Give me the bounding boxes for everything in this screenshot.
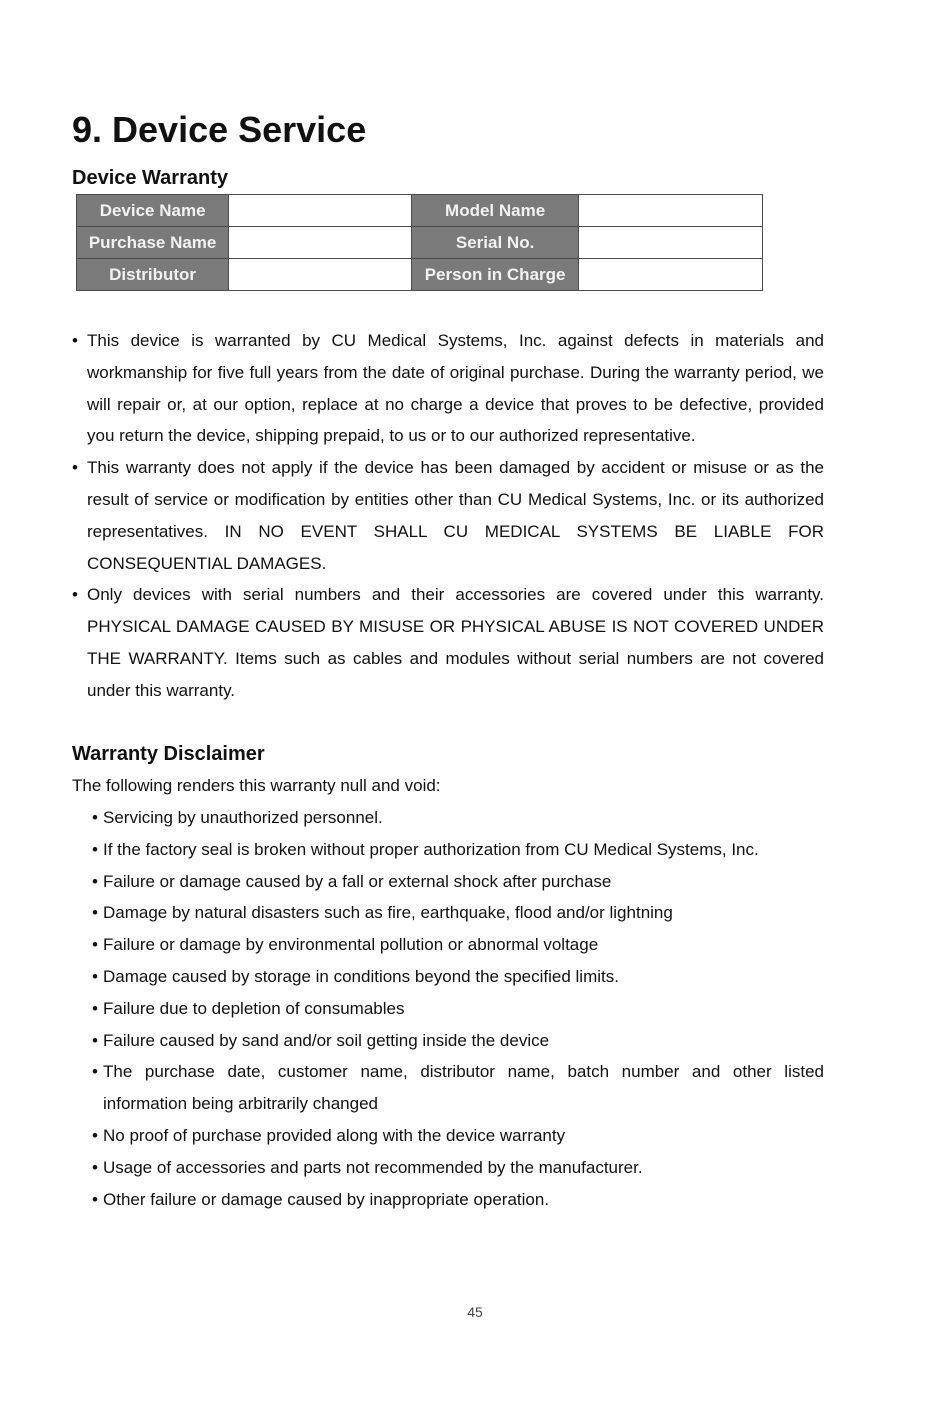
list-item: • Failure due to depletion of consumables xyxy=(92,993,824,1025)
model-name-label: Model Name xyxy=(412,195,578,227)
table-row xyxy=(77,259,763,291)
warranty-terms-list xyxy=(72,325,824,707)
serial-no-field[interactable] xyxy=(578,227,762,259)
list-item: • Failure or damage caused by a fall or external shock after purchase xyxy=(92,866,824,898)
purchase-name-label: Purchase Name xyxy=(77,227,229,259)
table-row xyxy=(77,227,763,259)
list-item: • This warranty does not apply if the device has been damaged by accident or misuse or as the result of service or modification by entities other than CU Medical Systems, Inc. or its authorized representatives. IN NO EVENT SHALL CU MEDICAL SYSTEMS BE LIABLE FOR CONSEQUENTIAL DAMAGES. xyxy=(72,452,824,579)
warranty-disclaimer-heading: Warranty Disclaimer xyxy=(72,743,265,765)
list-item: • Other failure or damage caused by inappropriate operation. xyxy=(92,1184,824,1216)
person-in-charge-label: Person in Charge xyxy=(412,259,578,291)
distributor-label: Distributor xyxy=(77,259,229,291)
list-item: • Only devices with serial numbers and their accessories are covered under this warranty. PHYSICAL DAMAGE CAUSED BY MISUSE OR PHYSICAL ABUSE IS NOT COVERED UNDER THE WARRANTY. Items such as cables and modules without serial numbers are not covered under this warranty. xyxy=(72,579,824,706)
distributor-field[interactable] xyxy=(229,259,412,291)
list-item: • This device is warranted by CU Medical Systems, Inc. against defects in materials and workmanship for five full years from the date of original purchase. During the warranty period, we will repair or, at our option, replace at no charge a device that proves to be defective, provided you return the device, shipping prepaid, to us or to our authorized representative. xyxy=(72,325,824,452)
list-item: • Usage of accessories and parts not recommended by the manufacturer. xyxy=(92,1152,824,1184)
list-item: • Damage by natural disasters such as fire, earthquake, flood and/or lightning xyxy=(92,897,824,929)
model-name-field[interactable] xyxy=(578,195,762,227)
list-item: • If the factory seal is broken without proper authorization from CU Medical Systems, Inc. xyxy=(92,834,824,866)
purchase-name-field[interactable] xyxy=(229,227,412,259)
warranty-table xyxy=(76,194,763,291)
chapter-title: 9. Device Service xyxy=(72,109,367,150)
device-name-label: Device Name xyxy=(77,195,229,227)
list-item: • Failure or damage by environmental pollution or abnormal voltage xyxy=(92,929,824,961)
disclaimer-list xyxy=(92,802,824,1215)
serial-no-label: Serial No. xyxy=(412,227,578,259)
table-row xyxy=(77,195,763,227)
list-item: • No proof of purchase provided along with the device warranty xyxy=(92,1120,824,1152)
disclaimer-intro: The following renders this warranty null and void: xyxy=(72,776,441,795)
page-number: 45 xyxy=(467,1304,483,1320)
list-item: • Failure caused by sand and/or soil getting inside the device xyxy=(92,1025,824,1057)
list-item: • Damage caused by storage in conditions beyond the specified limits. xyxy=(92,961,824,993)
device-name-field[interactable] xyxy=(229,195,412,227)
list-item: • The purchase date, customer name, distributor name, batch number and other listed information being arbitrarily changed xyxy=(92,1056,824,1120)
device-warranty-heading: Device Warranty xyxy=(72,167,228,189)
list-item: • Servicing by unauthorized personnel. xyxy=(92,802,824,834)
person-in-charge-field[interactable] xyxy=(578,259,762,291)
